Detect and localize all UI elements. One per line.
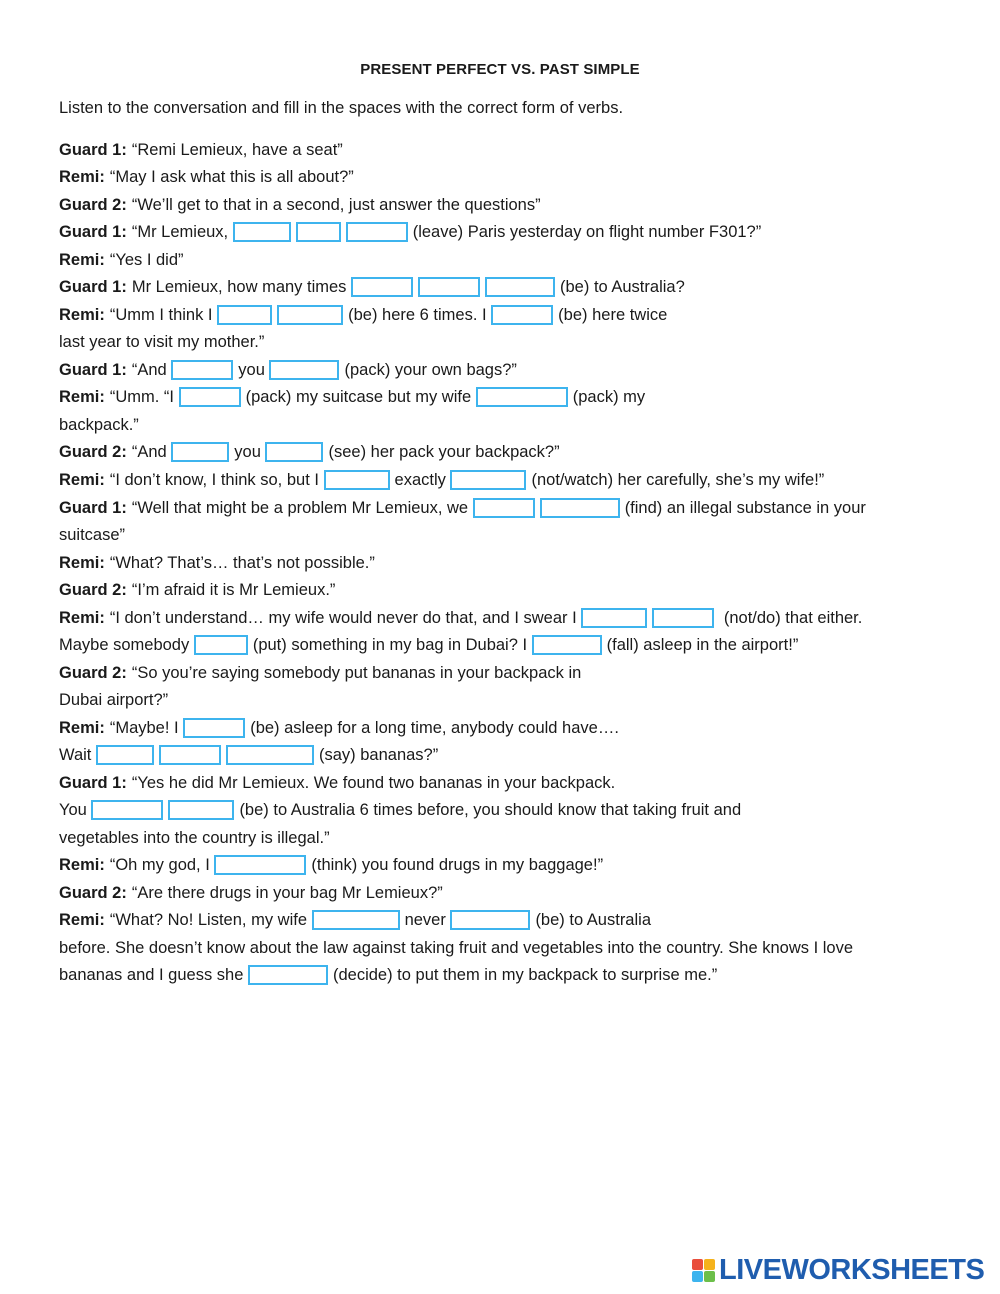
- dialogue-line: [59, 497, 866, 519]
- dialogue-text: suitcase”: [59, 526, 126, 544]
- dialogue-text: “I don’t understand… my wife would never do that, and I swear I: [109, 609, 582, 627]
- dialogue-line: [59, 744, 438, 766]
- dialogue-line: [59, 772, 615, 794]
- speaker-label: Remi:: [59, 719, 105, 737]
- dialogue-text: “Mr Lemieux,: [131, 223, 233, 241]
- answer-blank[interactable]: [277, 305, 343, 325]
- dialogue-text: You: [59, 801, 92, 819]
- dialogue-text: you: [234, 443, 266, 461]
- dialogue-text: “Yes I did”: [109, 251, 184, 269]
- brand-name: LIVEWORKSHEETS: [719, 1253, 985, 1286]
- dialogue-text: “Well that might be a problem Mr Lemieux, we: [131, 499, 473, 517]
- speaker-label: Guard 1:: [59, 499, 127, 517]
- answer-blank[interactable]: [418, 277, 480, 297]
- answer-blank[interactable]: [476, 387, 568, 407]
- dialogue-text: “Umm I think I: [109, 306, 218, 324]
- dialogue-text: bananas and I guess she: [59, 966, 248, 984]
- speaker-label: Remi:: [59, 856, 105, 874]
- dialogue-line: [59, 662, 581, 684]
- dialogue-text: “So you’re saying somebody put bananas in your backpack in: [131, 664, 582, 682]
- dialogue-text: Maybe somebody: [59, 636, 194, 654]
- dialogue-line: [59, 579, 335, 601]
- dialogue-line: [59, 524, 125, 546]
- answer-blank[interactable]: [581, 608, 647, 628]
- dialogue-line: [59, 414, 139, 436]
- answer-blank[interactable]: [248, 965, 328, 985]
- speaker-label: Guard 1:: [59, 278, 127, 296]
- dialogue-text: (think) you found drugs in my baggage!”: [311, 856, 604, 874]
- dialogue-line: [59, 854, 603, 876]
- answer-blank[interactable]: [194, 635, 248, 655]
- speaker-label: Guard 1:: [59, 141, 127, 159]
- dialogue-line: [59, 249, 184, 271]
- dialogue-line: [59, 717, 619, 739]
- dialogue-text: vegetables into the country is illegal.”: [59, 829, 330, 847]
- answer-blank[interactable]: [265, 442, 323, 462]
- dialogue-text: “Oh my god, I: [109, 856, 215, 874]
- answer-blank[interactable]: [91, 800, 163, 820]
- dialogue-line: [59, 441, 560, 463]
- dialogue-text: “I don’t know, I think so, but I: [109, 471, 324, 489]
- dialogue-text: “What? No! Listen, my wife: [109, 911, 312, 929]
- dialogue-text: “I’m afraid it is Mr Lemieux.”: [131, 581, 336, 599]
- dialogue-text: (pack) my: [572, 388, 646, 406]
- dialogue-text: never: [404, 911, 451, 929]
- answer-blank[interactable]: [168, 800, 234, 820]
- answer-blank[interactable]: [450, 910, 530, 930]
- dialogue-text: “Are there drugs in your bag Mr Lemieux?”: [131, 884, 443, 902]
- dialogue-text: “Remi Lemieux, have a seat”: [131, 141, 343, 159]
- dialogue-text: (not/watch) her carefully, she’s my wife!”: [531, 471, 825, 489]
- dialogue-text: (find) an illegal substance in your: [624, 499, 866, 517]
- dialogue-text: (be) here twice: [558, 306, 668, 324]
- liveworksheets-logo: [692, 1254, 984, 1286]
- dialogue-text: “And: [131, 443, 172, 461]
- dialogue-text: (pack) your own bags?”: [344, 361, 517, 379]
- speaker-label: Remi:: [59, 306, 105, 324]
- dialogue-line: [59, 552, 375, 574]
- dialogue-text: last year to visit my mother.”: [59, 333, 265, 351]
- dialogue-text: (see) her pack your backpack?”: [328, 443, 560, 461]
- dialogue-line: [59, 139, 343, 161]
- speaker-label: Remi:: [59, 251, 105, 269]
- dialogue-line: [59, 827, 330, 849]
- answer-blank[interactable]: [183, 718, 245, 738]
- answer-blank[interactable]: [324, 470, 390, 490]
- dialogue-line: [59, 799, 741, 821]
- answer-blank[interactable]: [351, 277, 413, 297]
- dialogue-line: [59, 194, 541, 216]
- speaker-label: Guard 2:: [59, 884, 127, 902]
- dialogue-text: (be) asleep for a long time, anybody could have….: [250, 719, 619, 737]
- dialogue-text: Dubai airport?”: [59, 691, 169, 709]
- answer-blank[interactable]: [346, 222, 408, 242]
- dialogue-text: (leave) Paris yesterday on flight number F301?”: [412, 223, 762, 241]
- dialogue-text: (say) bananas?”: [318, 746, 439, 764]
- dialogue-text: (put) something in my bag in Dubai? I: [252, 636, 532, 654]
- dialogue-text: (be) here 6 times. I: [348, 306, 492, 324]
- liveworksheets-logo-icon: [692, 1259, 715, 1282]
- dialogue-line: [59, 964, 717, 986]
- dialogue-line: [59, 882, 443, 904]
- dialogue-line: [59, 331, 264, 353]
- instructions: Listen to the conversation and fill in the spaces with the correct form of verbs.: [59, 99, 624, 117]
- dialogue-line: [59, 607, 862, 629]
- answer-blank[interactable]: [171, 360, 233, 380]
- speaker-label: Remi:: [59, 554, 105, 572]
- speaker-label: Remi:: [59, 911, 105, 929]
- dialogue-line: [59, 689, 168, 711]
- speaker-label: Guard 2:: [59, 443, 127, 461]
- answer-blank[interactable]: [159, 745, 221, 765]
- page-title: PRESENT PERFECT VS. PAST SIMPLE: [360, 61, 640, 78]
- dialogue-text: (decide) to put them in my backpack to surprise me.”: [332, 966, 718, 984]
- answer-blank[interactable]: [217, 305, 272, 325]
- speaker-label: Guard 1:: [59, 774, 127, 792]
- speaker-label: Guard 2:: [59, 196, 127, 214]
- dialogue-line: [59, 221, 761, 243]
- answer-blank[interactable]: [96, 745, 154, 765]
- answer-blank[interactable]: [226, 745, 314, 765]
- dialogue-text: (pack) my suitcase but my wife: [245, 388, 476, 406]
- dialogue-line: [59, 304, 667, 326]
- dialogue-text: (be) to Australia: [535, 911, 651, 929]
- dialogue-text: (be) to Australia?: [560, 278, 685, 296]
- speaker-label: Remi:: [59, 609, 105, 627]
- dialogue-line: [59, 359, 517, 381]
- answer-blank[interactable]: [540, 498, 620, 518]
- answer-blank[interactable]: [532, 635, 602, 655]
- dialogue-text: you: [238, 361, 270, 379]
- dialogue-text: “Maybe! I: [109, 719, 184, 737]
- answer-blank[interactable]: [171, 442, 229, 462]
- answer-blank[interactable]: [312, 910, 400, 930]
- dialogue-text: exactly: [394, 471, 451, 489]
- dialogue-text: (fall) asleep in the airport!”: [606, 636, 799, 654]
- dialogue-text: Wait: [59, 746, 96, 764]
- answer-blank[interactable]: [450, 470, 526, 490]
- dialogue-text: “May I ask what this is all about?”: [109, 168, 354, 186]
- dialogue-text: (be) to Australia 6 times before, you should know that taking fruit and: [239, 801, 742, 819]
- answer-blank[interactable]: [473, 498, 535, 518]
- dialogue-text: before. She doesn’t know about the law against taking fruit and vegetables into the country. She knows I love: [59, 939, 854, 957]
- dialogue-line: [59, 276, 685, 298]
- answer-blank[interactable]: [214, 855, 306, 875]
- answer-blank[interactable]: [652, 608, 714, 628]
- dialogue-line: [59, 166, 354, 188]
- dialogue-line: [59, 469, 824, 491]
- speaker-label: Guard 1:: [59, 223, 127, 241]
- answer-blank[interactable]: [269, 360, 339, 380]
- dialogue-text: “Yes he did Mr Lemieux. We found two bananas in your backpack.: [131, 774, 616, 792]
- answer-blank[interactable]: [485, 277, 555, 297]
- dialogue-text: “And: [131, 361, 172, 379]
- dialogue-text: “We’ll get to that in a second, just answer the questions”: [131, 196, 541, 214]
- dialogue-text: “What? That’s… that’s not possible.”: [109, 554, 375, 572]
- dialogue-line: [59, 386, 645, 408]
- answer-blank[interactable]: [233, 222, 291, 242]
- answer-blank[interactable]: [179, 387, 241, 407]
- speaker-label: Guard 2:: [59, 664, 127, 682]
- dialogue-line: [59, 634, 798, 656]
- answer-blank[interactable]: [296, 222, 341, 242]
- dialogue-text: backpack.”: [59, 416, 139, 434]
- speaker-label: Remi:: [59, 388, 105, 406]
- dialogue-text: Mr Lemieux, how many times: [131, 278, 352, 296]
- dialogue-line: [59, 909, 651, 931]
- dialogue-line: [59, 937, 853, 959]
- speaker-label: Guard 1:: [59, 361, 127, 379]
- dialogue-text: “Umm. “I: [109, 388, 179, 406]
- answer-blank[interactable]: [491, 305, 553, 325]
- speaker-label: Remi:: [59, 471, 105, 489]
- speaker-label: Guard 2:: [59, 581, 127, 599]
- dialogue-text: (not/do) that either.: [719, 609, 863, 627]
- speaker-label: Remi:: [59, 168, 105, 186]
